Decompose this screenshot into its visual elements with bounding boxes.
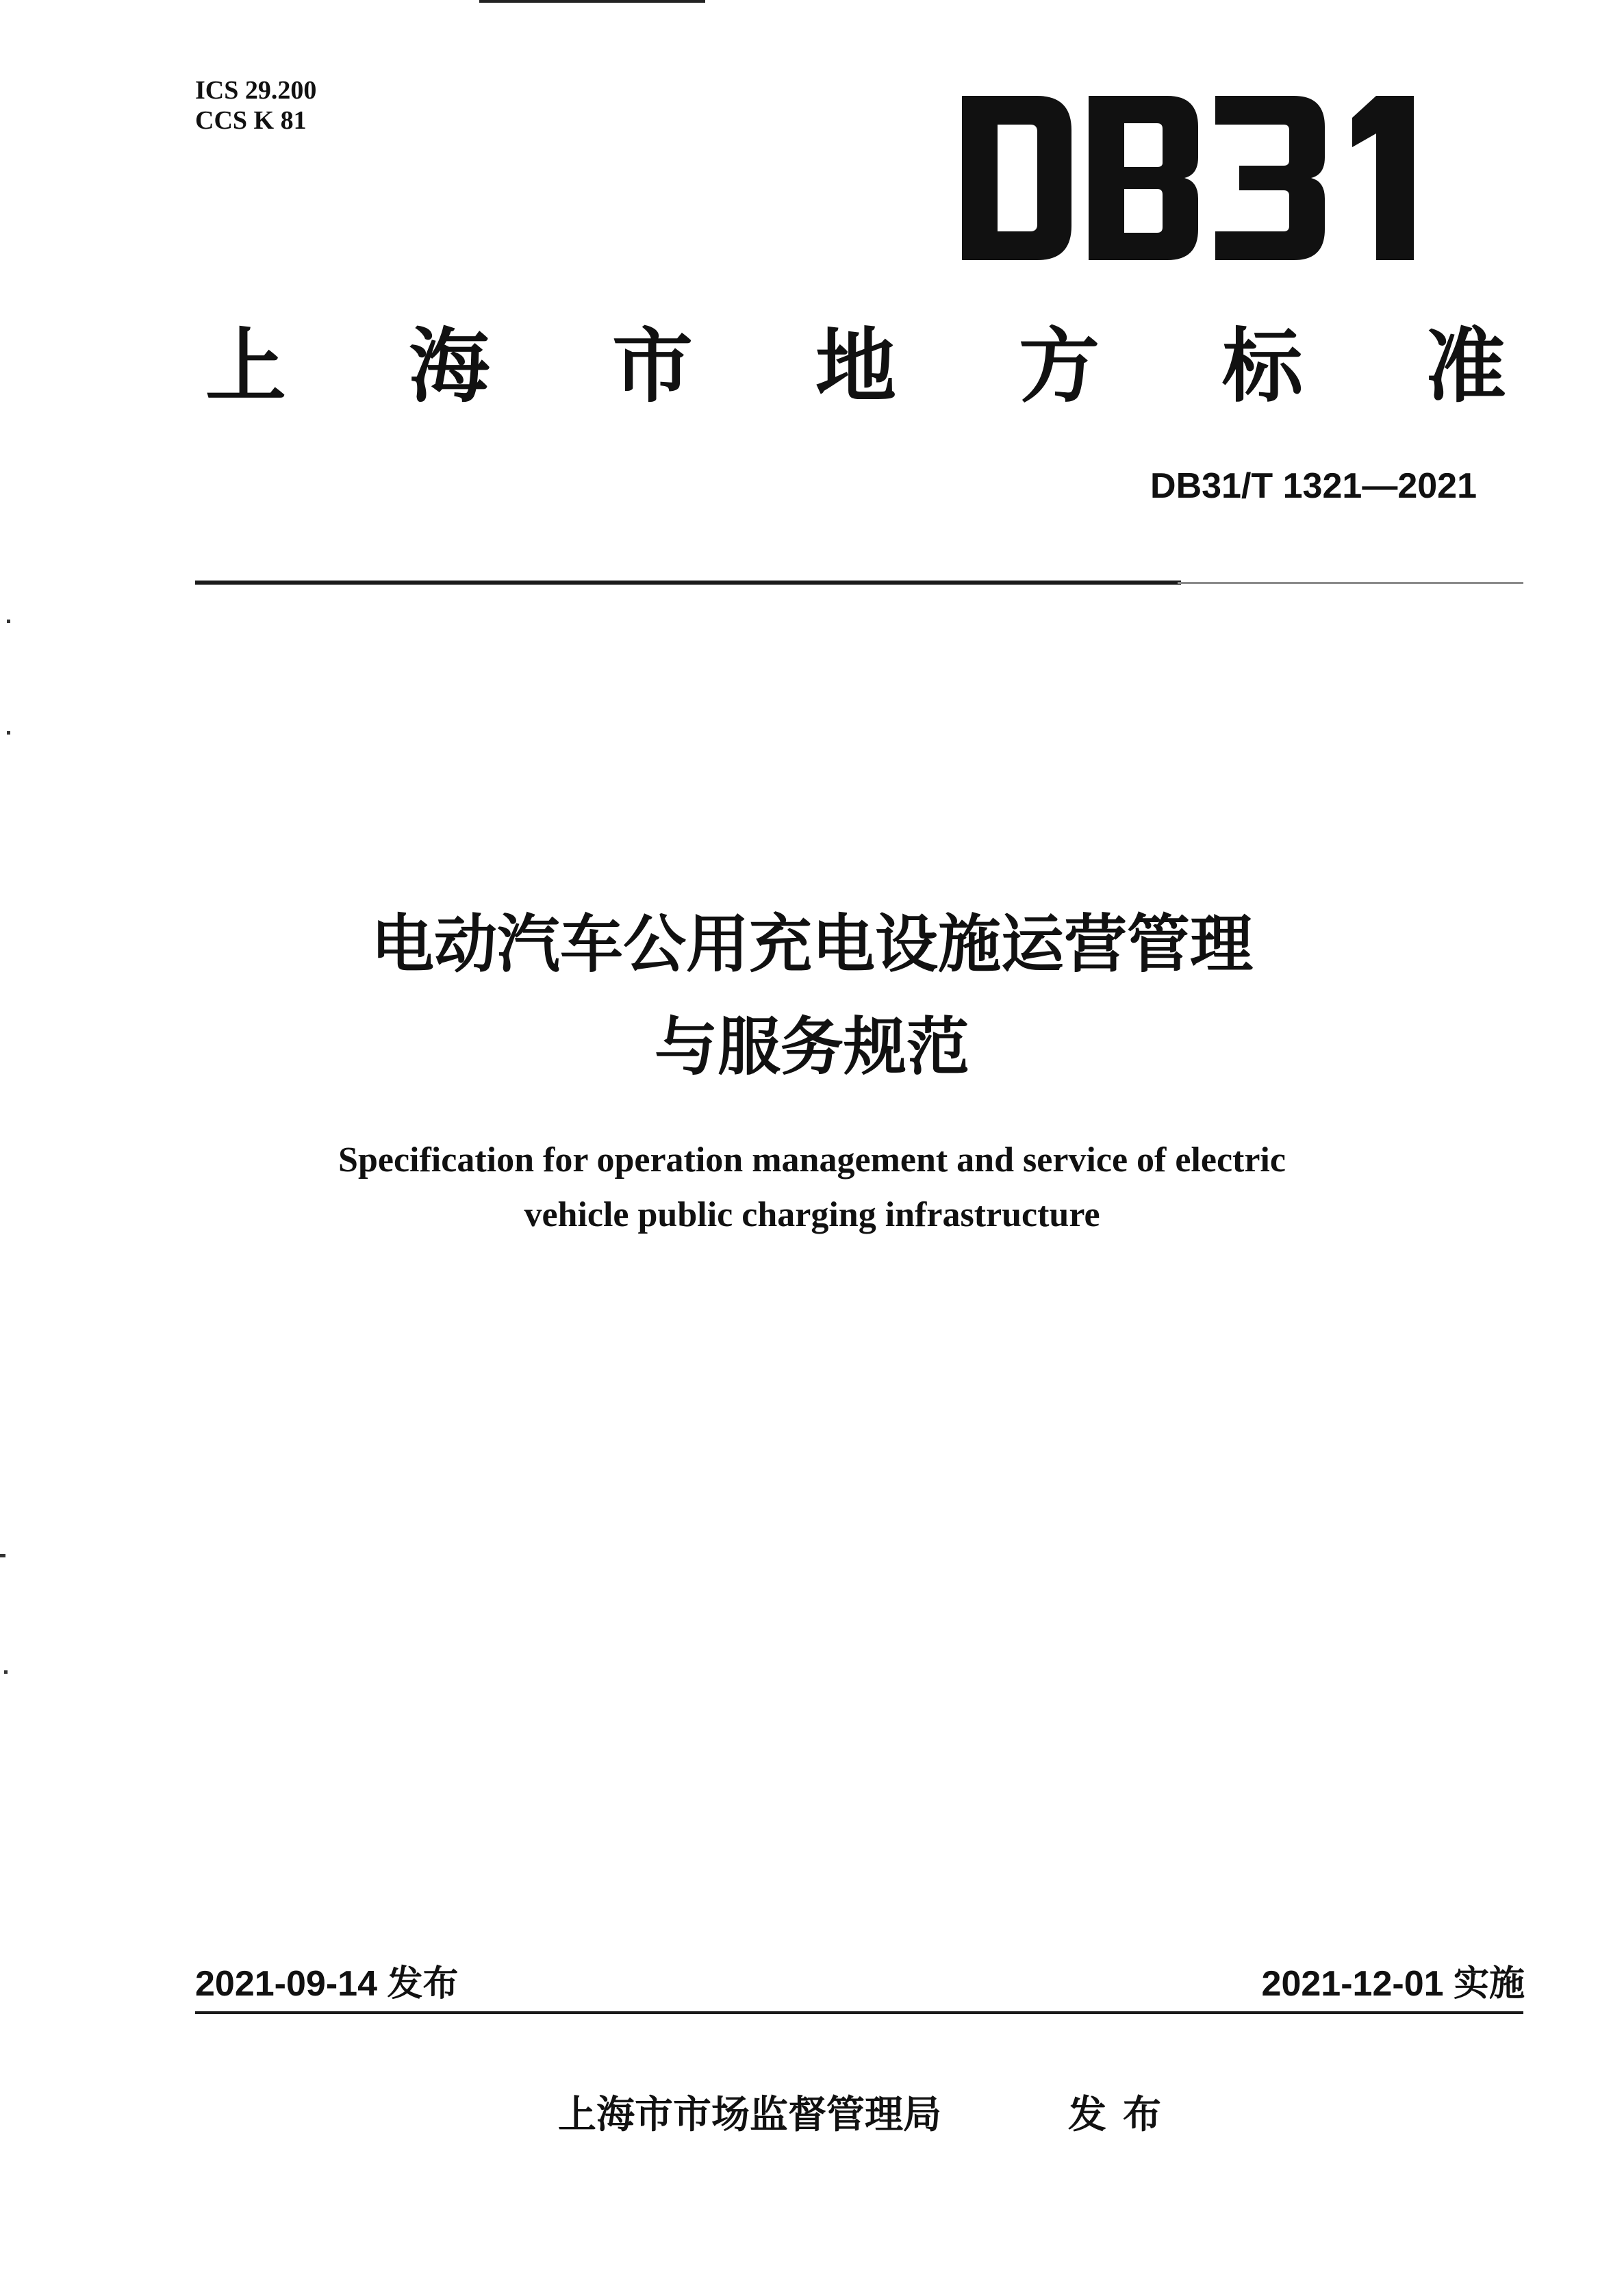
- title-en-line-1: Specification for operation management and service of electric: [338, 1140, 1286, 1180]
- ics-code: ICS 29.200: [195, 76, 317, 105]
- local-standard-heading: [205, 308, 1506, 411]
- scan-artifact-dot: [4, 1670, 8, 1674]
- logo-letter-d: [962, 96, 1071, 260]
- scan-artifact-dot: [7, 620, 10, 623]
- db31-logo: [962, 96, 1441, 260]
- heading-char: 标: [1221, 319, 1303, 413]
- title-cn-line-1: 电动汽车公用充电设施运营管理: [370, 908, 1253, 981]
- document-title-en: [0, 1133, 1624, 1242]
- scan-artifact-dot: [7, 731, 10, 735]
- heading-char: 市: [611, 319, 693, 413]
- heading-char: 地: [815, 319, 896, 413]
- header-divider-faded: [1178, 582, 1523, 584]
- standard-number: DB31/T 1321—2021: [1150, 466, 1477, 506]
- title-en-line-2: vehicle public charging infrastructure: [524, 1195, 1100, 1234]
- heading-char: 方: [1018, 319, 1100, 413]
- scan-artifact-dot: [0, 1554, 5, 1557]
- implementation-date: 2021-12-01 实施: [1261, 1964, 1525, 2004]
- publish-label: 发布: [1068, 2093, 1178, 2137]
- title-cn-line-2: 与服务规范: [654, 1010, 969, 1084]
- issue-date: 2021-09-14 发布: [195, 1964, 459, 2004]
- heading-char: 上: [205, 319, 287, 413]
- logo-digit-1: [1352, 96, 1414, 260]
- publisher-name: 上海市市场监督管理局: [558, 2093, 941, 2137]
- document-title-cn: [0, 893, 1624, 1099]
- footer-divider: [195, 2011, 1523, 2014]
- heading-char: 准: [1425, 319, 1506, 413]
- ccs-code: CCS K 81: [195, 106, 307, 135]
- header-divider: [195, 581, 1181, 585]
- heading-char: 海: [408, 319, 490, 413]
- logo-letter-b: [1089, 96, 1198, 260]
- classification-codes: [195, 75, 316, 136]
- scan-artifact-line: [479, 0, 705, 3]
- logo-digit-3: [1215, 96, 1325, 260]
